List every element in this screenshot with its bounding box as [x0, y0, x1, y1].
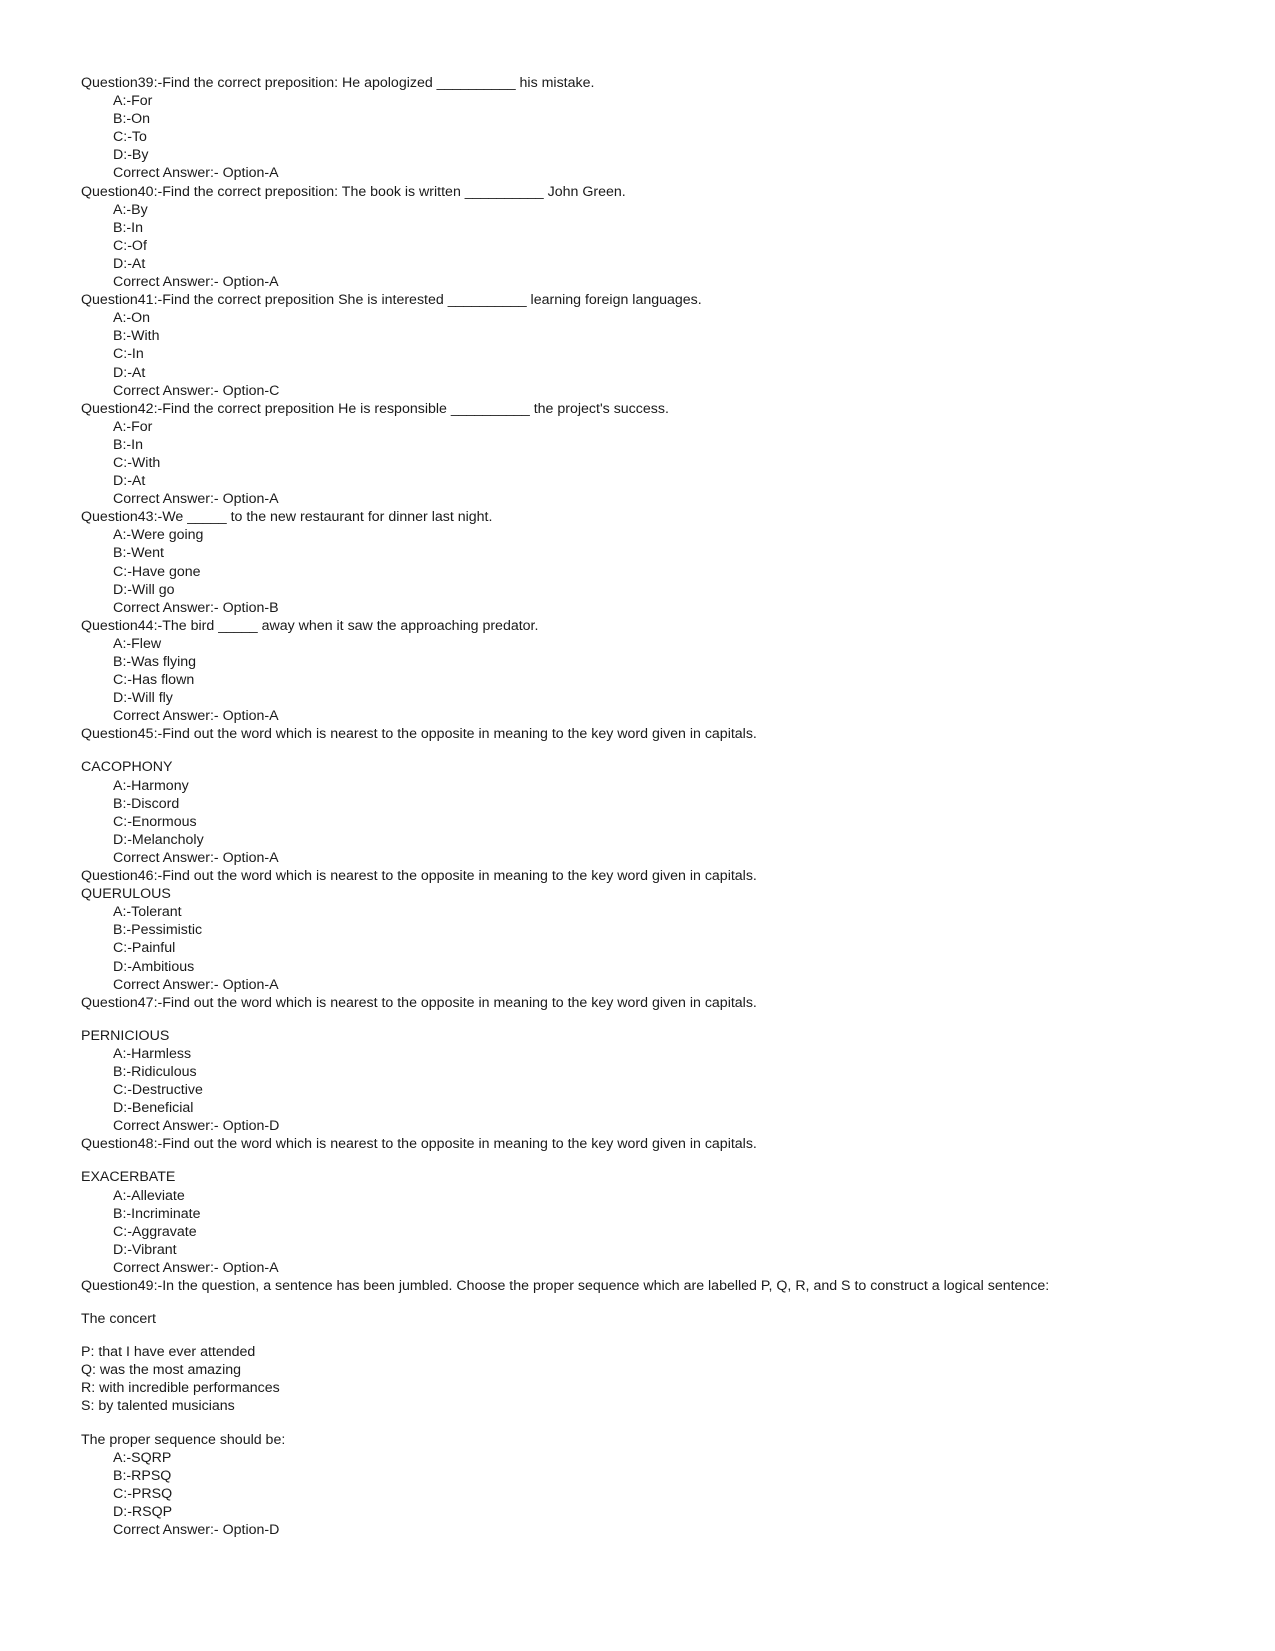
option-b: B:-Ridiculous — [113, 1063, 197, 1080]
question-text: Question39:-Find the correct preposition: He apologized __________ his mistake. — [81, 75, 595, 91]
question-block — [81, 725, 1231, 867]
correct-answer: Correct Answer:- Option-A — [113, 708, 279, 725]
option-d: D:-At — [113, 255, 146, 272]
option-a: A:-Tolerant — [113, 904, 182, 921]
option-b: B:-Went — [113, 545, 164, 562]
option-a: A:-Harmony — [113, 777, 189, 794]
blank-line — [81, 743, 1231, 758]
option-b: B:-RPSQ — [113, 1467, 172, 1484]
sequence-prompt: The proper sequence should be: — [81, 1431, 286, 1448]
question-block — [81, 183, 1231, 292]
blank-line — [81, 1153, 1231, 1168]
question-block — [81, 617, 1231, 726]
option-d: D:-At — [113, 473, 146, 490]
correct-answer: Correct Answer:- Option-A — [113, 165, 279, 182]
correct-answer: Correct Answer:- Option-D — [113, 1118, 280, 1135]
option-a: A:-On — [113, 310, 151, 327]
key-word: EXACERBATE — [81, 1169, 176, 1186]
question-text: Question47:-Find out the word which is nearest to the opposite in meaning to the key word given in capitals. — [81, 994, 757, 1011]
option-a: A:-For — [113, 93, 153, 110]
correct-answer: Correct Answer:- Option-D — [113, 1522, 280, 1539]
question-text: Question49:-In the question, a sentence has been jumbled. Choose the proper sequence which are labelled P, Q, R, and S to construct a logical sentence: — [81, 1278, 1050, 1294]
question-block — [81, 291, 1231, 400]
option-d: D:-Will fly — [113, 690, 173, 707]
option-b: B:-In — [113, 219, 143, 236]
option-c: C:-Aggravate — [113, 1223, 197, 1240]
option-d: D:-Will go — [113, 581, 175, 598]
question-text: Question41:-Find the correct preposition She is interested __________ learning foreign languages. — [81, 292, 702, 309]
question-text: Question48:-Find out the word which is nearest to the opposite in meaning to the key word given in capitals. — [81, 1136, 757, 1153]
question-page — [81, 74, 1231, 1539]
option-c: C:-In — [113, 346, 144, 363]
option-a: A:-For — [113, 418, 153, 435]
option-c: C:-Have gone — [113, 563, 201, 580]
question-block — [81, 74, 1231, 183]
correct-answer: Correct Answer:- Option-C — [113, 382, 280, 399]
question-text: Question44:-The bird _____ away when it saw the approaching predator. — [81, 617, 539, 634]
sentence-intro: The concert — [81, 1311, 156, 1328]
question-text: Question43:-We _____ to the new restaurant for dinner last night. — [81, 509, 493, 526]
option-d: D:-Beneficial — [113, 1100, 194, 1117]
part-s: S: by talented musicians — [81, 1398, 235, 1415]
option-a: A:-By — [113, 201, 148, 218]
question-block — [81, 508, 1231, 617]
option-c: C:-Destructive — [113, 1082, 203, 1099]
option-b: B:-Pessimistic — [113, 922, 203, 939]
option-a: A:-Flew — [113, 635, 162, 652]
key-word: CACOPHONY — [81, 759, 173, 776]
question-block — [81, 1277, 1231, 1539]
question-text: Question42:-Find the correct preposition He is responsible __________ the project's success. — [81, 400, 669, 417]
option-d: D:-Ambitious — [113, 958, 195, 975]
option-c: C:-Painful — [113, 940, 176, 957]
correct-answer: Correct Answer:- Option-A — [113, 1259, 279, 1276]
key-word: QUERULOUS — [81, 886, 171, 903]
blank-line — [81, 1328, 1231, 1343]
option-b: B:-Was flying — [113, 654, 197, 670]
option-d: D:-RSQP — [113, 1503, 173, 1520]
option-c: C:-PRSQ — [113, 1485, 173, 1502]
option-a: A:-Harmless — [113, 1045, 192, 1062]
question-text: Question46:-Find out the word which is nearest to the opposite in meaning to the key word given in capitals. — [81, 868, 757, 885]
option-c: C:-With — [113, 454, 161, 471]
option-d: D:-At — [113, 364, 146, 381]
option-b: B:-With — [113, 328, 160, 345]
blank-line — [81, 1416, 1231, 1431]
correct-answer: Correct Answer:- Option-A — [113, 976, 279, 993]
option-c: C:-Enormous — [113, 813, 197, 830]
option-c: C:-To — [113, 129, 147, 146]
option-b: B:-On — [113, 111, 151, 128]
blank-line — [81, 1012, 1231, 1027]
option-a: A:-Were going — [113, 527, 204, 544]
option-c: C:-Of — [113, 237, 147, 254]
option-a: A:-Alleviate — [113, 1187, 185, 1204]
correct-answer: Correct Answer:- Option-A — [113, 491, 279, 508]
option-a: A:-SQRP — [113, 1449, 172, 1466]
option-b: B:-In — [113, 436, 143, 453]
option-b: B:-Discord — [113, 795, 180, 812]
question-text: Question45:-Find out the word which is nearest to the opposite in meaning to the key word given in capitals. — [81, 726, 757, 743]
option-d: D:-Melancholy — [113, 831, 204, 848]
correct-answer: Correct Answer:- Option-B — [113, 599, 279, 616]
option-b: B:-Incriminate — [113, 1205, 201, 1222]
question-block — [81, 400, 1231, 509]
key-word: PERNICIOUS — [81, 1027, 170, 1044]
option-d: D:-Vibrant — [113, 1241, 177, 1258]
part-r: R: with incredible performances — [81, 1380, 280, 1397]
option-d: D:-By — [113, 147, 149, 164]
question-block — [81, 994, 1231, 1136]
correct-answer: Correct Answer:- Option-A — [113, 849, 279, 866]
question-block — [81, 1135, 1231, 1277]
correct-answer: Correct Answer:- Option-A — [113, 274, 279, 291]
part-q: Q: was the most amazing — [81, 1362, 242, 1379]
option-c: C:-Has flown — [113, 672, 195, 689]
blank-line — [81, 1295, 1231, 1310]
part-p: P: that I have ever attended — [81, 1344, 256, 1361]
question-text: Question40:-Find the correct preposition: The book is written __________ John Green. — [81, 183, 626, 200]
question-block — [81, 867, 1231, 994]
